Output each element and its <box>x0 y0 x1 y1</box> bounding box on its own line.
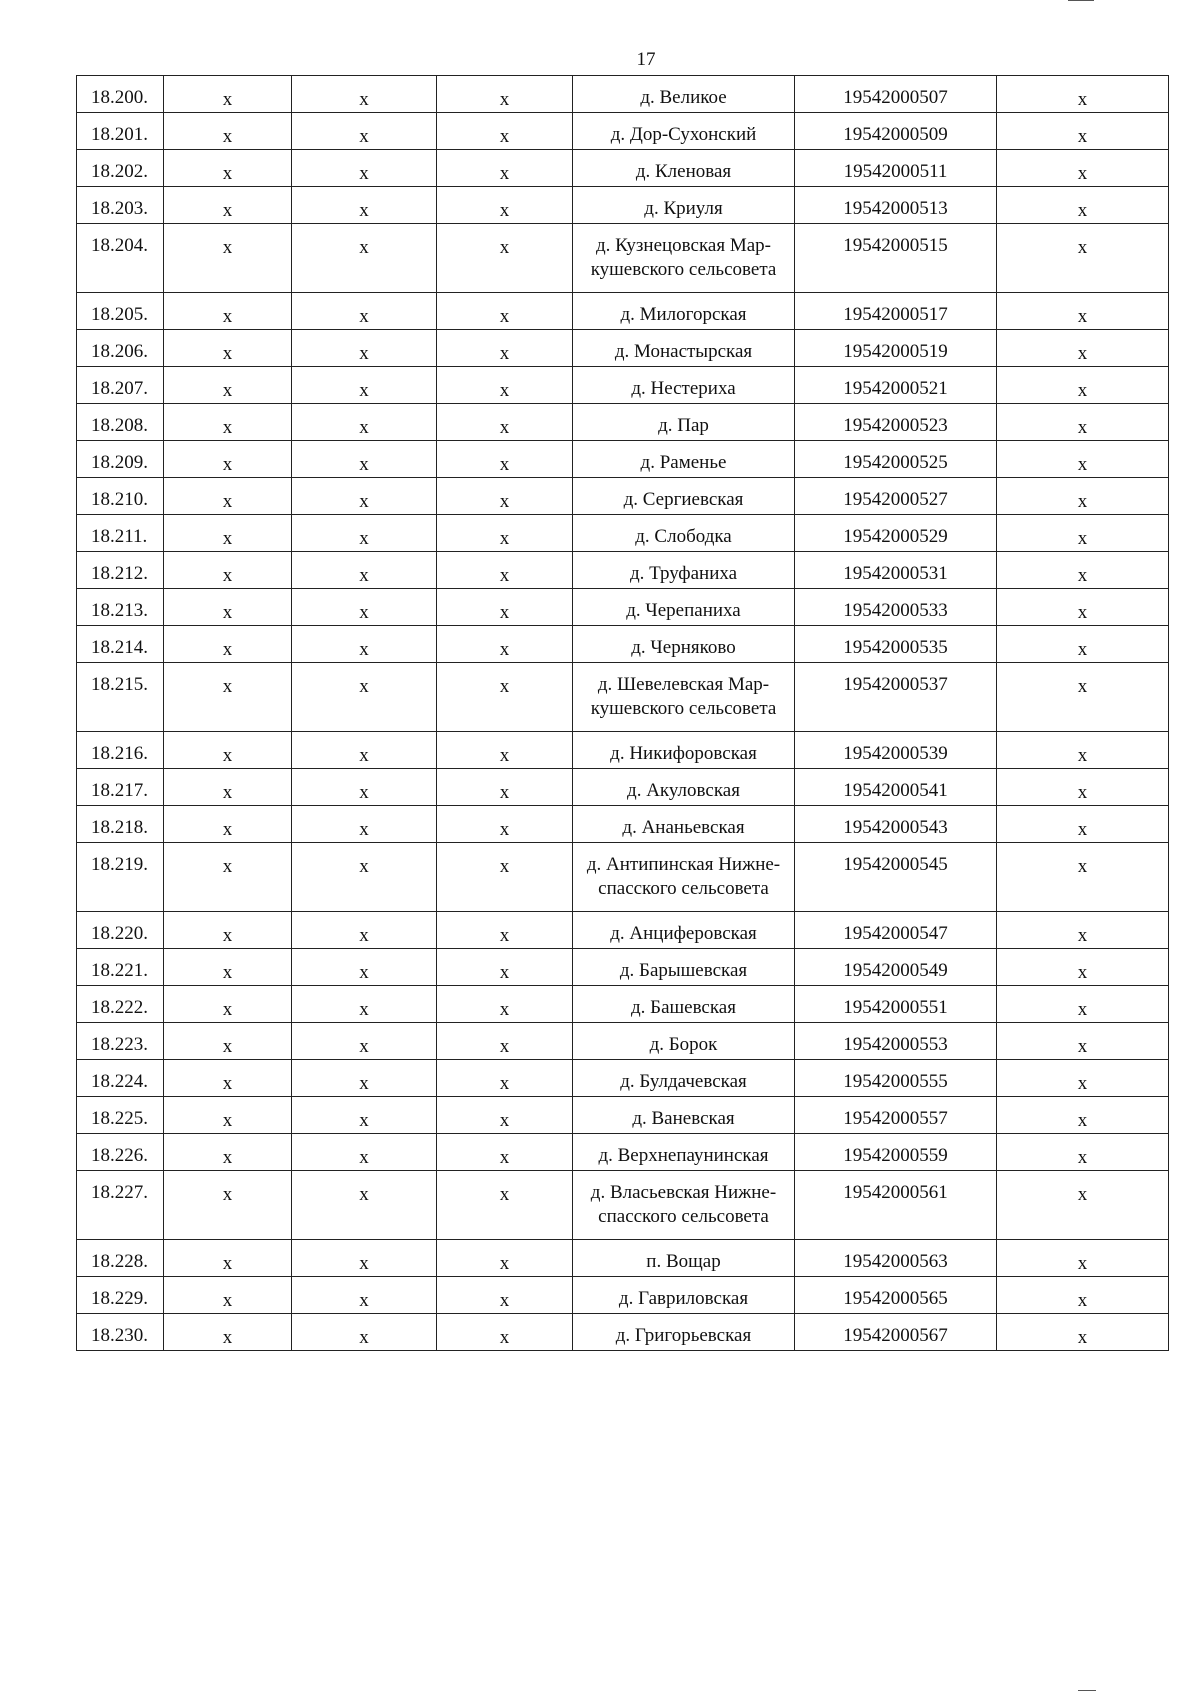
column-3-mark: x <box>437 113 573 150</box>
column-7-mark: x <box>997 441 1169 478</box>
row-number: 18.204. <box>77 224 164 293</box>
column-1-mark: x <box>164 843 292 912</box>
table-row <box>77 76 1169 113</box>
column-2-mark: x <box>292 441 437 478</box>
column-3-mark: x <box>437 769 573 806</box>
column-7-mark: x <box>997 330 1169 367</box>
oktmo-code: 19542000551 <box>795 986 997 1023</box>
column-7-mark: x <box>997 150 1169 187</box>
settlement-name: д. Кленовая <box>573 150 795 187</box>
row-number: 18.212. <box>77 552 164 589</box>
column-7-mark: x <box>997 1060 1169 1097</box>
column-3-mark: x <box>437 478 573 515</box>
table-row <box>77 150 1169 187</box>
oktmo-code: 19542000525 <box>795 441 997 478</box>
oktmo-code: 19542000539 <box>795 732 997 769</box>
column-1-mark: x <box>164 949 292 986</box>
column-7-mark: x <box>997 224 1169 293</box>
column-3-mark: x <box>437 552 573 589</box>
settlements-table <box>76 75 1169 1351</box>
row-number: 18.206. <box>77 330 164 367</box>
column-7-mark: x <box>997 293 1169 330</box>
table-row <box>77 589 1169 626</box>
row-number: 18.226. <box>77 1134 164 1171</box>
column-1-mark: x <box>164 293 292 330</box>
oktmo-code: 19542000535 <box>795 626 997 663</box>
column-7-mark: x <box>997 1240 1169 1277</box>
oktmo-code: 19542000559 <box>795 1134 997 1171</box>
settlement-name: д. Гавриловская <box>573 1277 795 1314</box>
column-2-mark: x <box>292 986 437 1023</box>
column-1-mark: x <box>164 806 292 843</box>
row-number: 18.203. <box>77 187 164 224</box>
column-2-mark: x <box>292 515 437 552</box>
settlement-name: д. Никифоровская <box>573 732 795 769</box>
row-number: 18.215. <box>77 663 164 732</box>
settlement-name: д. Криуля <box>573 187 795 224</box>
column-7-mark: x <box>997 515 1169 552</box>
table-row <box>77 224 1169 293</box>
column-2-mark: x <box>292 1277 437 1314</box>
table-row <box>77 113 1169 150</box>
settlement-name: д. Милогорская <box>573 293 795 330</box>
column-3-mark: x <box>437 589 573 626</box>
settlement-name: д. Черняково <box>573 626 795 663</box>
settlement-name: д. Дор-Сухонский <box>573 113 795 150</box>
row-number: 18.222. <box>77 986 164 1023</box>
table-row <box>77 1314 1169 1351</box>
column-2-mark: x <box>292 732 437 769</box>
row-number: 18.219. <box>77 843 164 912</box>
table-row <box>77 1134 1169 1171</box>
settlement-name: д. Григорьевская <box>573 1314 795 1351</box>
column-1-mark: x <box>164 589 292 626</box>
column-7-mark: x <box>997 1134 1169 1171</box>
column-2-mark: x <box>292 1171 437 1240</box>
oktmo-code: 19542000517 <box>795 293 997 330</box>
oktmo-code: 19542000557 <box>795 1097 997 1134</box>
column-2-mark: x <box>292 224 437 293</box>
row-number: 18.218. <box>77 806 164 843</box>
column-7-mark: x <box>997 626 1169 663</box>
row-number: 18.224. <box>77 1060 164 1097</box>
column-2-mark: x <box>292 626 437 663</box>
column-1-mark: x <box>164 1277 292 1314</box>
row-number: 18.209. <box>77 441 164 478</box>
settlement-name: д. Пар <box>573 404 795 441</box>
row-number: 18.225. <box>77 1097 164 1134</box>
column-1-mark: x <box>164 76 292 113</box>
column-3-mark: x <box>437 1314 573 1351</box>
row-number: 18.208. <box>77 404 164 441</box>
column-7-mark: x <box>997 1314 1169 1351</box>
settlement-name: д. Анциферовская <box>573 912 795 949</box>
column-3-mark: x <box>437 626 573 663</box>
column-3-mark: x <box>437 150 573 187</box>
column-2-mark: x <box>292 1060 437 1097</box>
column-1-mark: x <box>164 1097 292 1134</box>
column-2-mark: x <box>292 663 437 732</box>
row-number: 18.205. <box>77 293 164 330</box>
column-1-mark: x <box>164 986 292 1023</box>
oktmo-code: 19542000521 <box>795 367 997 404</box>
column-7-mark: x <box>997 986 1169 1023</box>
column-1-mark: x <box>164 404 292 441</box>
oktmo-code: 19542000519 <box>795 330 997 367</box>
column-7-mark: x <box>997 478 1169 515</box>
column-2-mark: x <box>292 552 437 589</box>
row-number: 18.214. <box>77 626 164 663</box>
column-1-mark: x <box>164 552 292 589</box>
table-row <box>77 986 1169 1023</box>
settlement-name: д. Барышевская <box>573 949 795 986</box>
column-1-mark: x <box>164 187 292 224</box>
column-1-mark: x <box>164 367 292 404</box>
table-row <box>77 663 1169 732</box>
column-1-mark: x <box>164 113 292 150</box>
row-number: 18.223. <box>77 1023 164 1060</box>
row-number: 18.229. <box>77 1277 164 1314</box>
settlement-name: д. Власьевская Нижне- спасского сельсовета <box>573 1171 795 1240</box>
column-3-mark: x <box>437 986 573 1023</box>
column-1-mark: x <box>164 150 292 187</box>
oktmo-code: 19542000531 <box>795 552 997 589</box>
column-2-mark: x <box>292 1134 437 1171</box>
column-2-mark: x <box>292 589 437 626</box>
table-row <box>77 1277 1169 1314</box>
column-7-mark: x <box>997 187 1169 224</box>
oktmo-code: 19542000533 <box>795 589 997 626</box>
settlement-name: д. Монастырская <box>573 330 795 367</box>
oktmo-code: 19542000549 <box>795 949 997 986</box>
settlement-name: д. Кузнецовская Мар- кушевского сельсовета <box>573 224 795 293</box>
column-1-mark: x <box>164 626 292 663</box>
table-row <box>77 1240 1169 1277</box>
oktmo-code: 19542000545 <box>795 843 997 912</box>
column-2-mark: x <box>292 1314 437 1351</box>
column-3-mark: x <box>437 367 573 404</box>
column-1-mark: x <box>164 1060 292 1097</box>
column-3-mark: x <box>437 224 573 293</box>
table-row <box>77 626 1169 663</box>
row-number: 18.230. <box>77 1314 164 1351</box>
column-2-mark: x <box>292 1097 437 1134</box>
row-number: 18.228. <box>77 1240 164 1277</box>
column-3-mark: x <box>437 1134 573 1171</box>
settlement-name: д. Великое <box>573 76 795 113</box>
table-row <box>77 769 1169 806</box>
settlements-table-body <box>77 76 1169 1351</box>
column-7-mark: x <box>997 1171 1169 1240</box>
column-3-mark: x <box>437 1171 573 1240</box>
column-7-mark: x <box>997 843 1169 912</box>
oktmo-code: 19542000513 <box>795 187 997 224</box>
column-3-mark: x <box>437 732 573 769</box>
oktmo-code: 19542000523 <box>795 404 997 441</box>
column-7-mark: x <box>997 1023 1169 1060</box>
settlement-name: д. Булдачевская <box>573 1060 795 1097</box>
oktmo-code: 19542000567 <box>795 1314 997 1351</box>
column-1-mark: x <box>164 515 292 552</box>
settlement-name: д. Сергиевская <box>573 478 795 515</box>
column-1-mark: x <box>164 1023 292 1060</box>
table-row <box>77 806 1169 843</box>
row-number: 18.227. <box>77 1171 164 1240</box>
table-row <box>77 843 1169 912</box>
column-1-mark: x <box>164 330 292 367</box>
column-3-mark: x <box>437 843 573 912</box>
column-7-mark: x <box>997 367 1169 404</box>
settlement-name: д. Верхнепаунинская <box>573 1134 795 1171</box>
oktmo-code: 19542000527 <box>795 478 997 515</box>
column-2-mark: x <box>292 912 437 949</box>
settlement-name: д. Ананьевская <box>573 806 795 843</box>
row-number: 18.220. <box>77 912 164 949</box>
column-7-mark: x <box>997 806 1169 843</box>
table-row <box>77 552 1169 589</box>
column-1-mark: x <box>164 732 292 769</box>
column-7-mark: x <box>997 732 1169 769</box>
column-2-mark: x <box>292 76 437 113</box>
settlement-name: д. Черепаниха <box>573 589 795 626</box>
column-2-mark: x <box>292 293 437 330</box>
scan-mark-top <box>1068 0 1094 1</box>
column-7-mark: x <box>997 949 1169 986</box>
settlement-name: д. Акуловская <box>573 769 795 806</box>
column-7-mark: x <box>997 912 1169 949</box>
column-3-mark: x <box>437 76 573 113</box>
oktmo-code: 19542000509 <box>795 113 997 150</box>
column-3-mark: x <box>437 293 573 330</box>
column-3-mark: x <box>437 663 573 732</box>
column-3-mark: x <box>437 330 573 367</box>
oktmo-code: 19542000553 <box>795 1023 997 1060</box>
column-1-mark: x <box>164 224 292 293</box>
oktmo-code: 19542000529 <box>795 515 997 552</box>
row-number: 18.207. <box>77 367 164 404</box>
scan-mark-bottom <box>1078 1690 1096 1691</box>
column-2-mark: x <box>292 404 437 441</box>
column-2-mark: x <box>292 843 437 912</box>
table-row <box>77 949 1169 986</box>
column-3-mark: x <box>437 1060 573 1097</box>
row-number: 18.221. <box>77 949 164 986</box>
row-number: 18.213. <box>77 589 164 626</box>
column-1-mark: x <box>164 912 292 949</box>
table-row <box>77 404 1169 441</box>
column-2-mark: x <box>292 806 437 843</box>
settlement-name: д. Шевелевская Мар- кушевского сельсовета <box>573 663 795 732</box>
table-row <box>77 732 1169 769</box>
settlement-name: д. Ваневская <box>573 1097 795 1134</box>
settlement-name: д. Башевская <box>573 986 795 1023</box>
table-row <box>77 367 1169 404</box>
column-7-mark: x <box>997 113 1169 150</box>
column-3-mark: x <box>437 806 573 843</box>
table-row <box>77 1171 1169 1240</box>
table-row <box>77 293 1169 330</box>
column-2-mark: x <box>292 1023 437 1060</box>
oktmo-code: 19542000543 <box>795 806 997 843</box>
row-number: 18.202. <box>77 150 164 187</box>
row-number: 18.201. <box>77 113 164 150</box>
column-3-mark: x <box>437 515 573 552</box>
column-1-mark: x <box>164 1171 292 1240</box>
page-number: 17 <box>636 49 656 70</box>
oktmo-code: 19542000541 <box>795 769 997 806</box>
table-row <box>77 1060 1169 1097</box>
column-2-mark: x <box>292 113 437 150</box>
column-7-mark: x <box>997 1097 1169 1134</box>
column-1-mark: x <box>164 663 292 732</box>
oktmo-code: 19542000515 <box>795 224 997 293</box>
column-2-mark: x <box>292 150 437 187</box>
column-7-mark: x <box>997 589 1169 626</box>
settlement-name: п. Вощар <box>573 1240 795 1277</box>
column-7-mark: x <box>997 76 1169 113</box>
table-row <box>77 1023 1169 1060</box>
oktmo-code: 19542000547 <box>795 912 997 949</box>
column-1-mark: x <box>164 441 292 478</box>
table-row <box>77 912 1169 949</box>
column-7-mark: x <box>997 1277 1169 1314</box>
table-row <box>77 478 1169 515</box>
table-row <box>77 330 1169 367</box>
table-row <box>77 515 1169 552</box>
table-row <box>77 1097 1169 1134</box>
column-2-mark: x <box>292 367 437 404</box>
column-3-mark: x <box>437 404 573 441</box>
settlement-name: д. Раменье <box>573 441 795 478</box>
column-3-mark: x <box>437 441 573 478</box>
oktmo-code: 19542000511 <box>795 150 997 187</box>
oktmo-code: 19542000507 <box>795 76 997 113</box>
settlement-name: д. Антипинская Нижне- спасского сельсовета <box>573 843 795 912</box>
row-number: 18.216. <box>77 732 164 769</box>
column-2-mark: x <box>292 769 437 806</box>
oktmo-code: 19542000537 <box>795 663 997 732</box>
table-row <box>77 441 1169 478</box>
settlement-name: д. Нестериха <box>573 367 795 404</box>
column-7-mark: x <box>997 769 1169 806</box>
column-3-mark: x <box>437 912 573 949</box>
row-number: 18.217. <box>77 769 164 806</box>
oktmo-code: 19542000555 <box>795 1060 997 1097</box>
row-number: 18.200. <box>77 76 164 113</box>
column-1-mark: x <box>164 478 292 515</box>
column-3-mark: x <box>437 1277 573 1314</box>
settlement-name: д. Слободка <box>573 515 795 552</box>
column-1-mark: x <box>164 1314 292 1351</box>
column-3-mark: x <box>437 1097 573 1134</box>
row-number: 18.210. <box>77 478 164 515</box>
column-2-mark: x <box>292 1240 437 1277</box>
column-2-mark: x <box>292 330 437 367</box>
column-1-mark: x <box>164 769 292 806</box>
column-7-mark: x <box>997 663 1169 732</box>
table-row <box>77 187 1169 224</box>
column-1-mark: x <box>164 1240 292 1277</box>
column-2-mark: x <box>292 949 437 986</box>
column-2-mark: x <box>292 478 437 515</box>
column-7-mark: x <box>997 552 1169 589</box>
oktmo-code: 19542000561 <box>795 1171 997 1240</box>
column-3-mark: x <box>437 187 573 224</box>
column-3-mark: x <box>437 1023 573 1060</box>
settlement-name: д. Борок <box>573 1023 795 1060</box>
oktmo-code: 19542000563 <box>795 1240 997 1277</box>
column-2-mark: x <box>292 187 437 224</box>
oktmo-code: 19542000565 <box>795 1277 997 1314</box>
column-3-mark: x <box>437 949 573 986</box>
column-1-mark: x <box>164 1134 292 1171</box>
row-number: 18.211. <box>77 515 164 552</box>
settlement-name: д. Труфаниха <box>573 552 795 589</box>
column-3-mark: x <box>437 1240 573 1277</box>
column-7-mark: x <box>997 404 1169 441</box>
